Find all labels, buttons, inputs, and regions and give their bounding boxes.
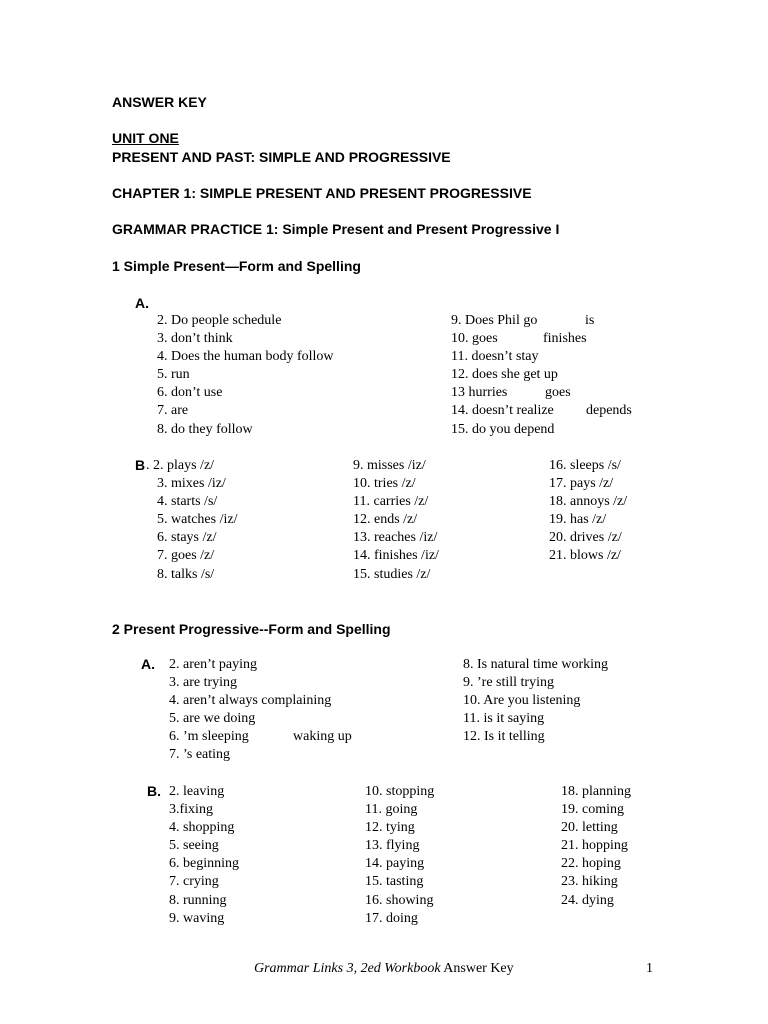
list-item: 11. is it saying [463,711,545,727]
practice-heading: GRAMMAR PRACTICE 1: Simple Present and Present Progressive I [112,221,560,237]
list-item: 10. Are you listening [463,693,581,709]
list-item: 18. annoys /z/ [549,494,628,510]
list-item: 5. watches /iz/ [157,512,238,528]
list-item: 12. Is it telling [463,729,545,745]
section2-partA-letter: A. [141,656,155,672]
list-item: 14. doesn’t realize depends [451,403,632,419]
list-item: 15. tasting [365,874,424,890]
list-item: 20. letting [561,820,618,836]
section2-partA-left-list [169,656,352,765]
list-item: 2. aren’t paying [169,657,257,672]
list-item: 19. has /z/ [549,512,607,528]
section2-partB-col1 [169,783,239,928]
list-item: 19. coming [561,802,624,818]
list-item: 6. don’t use [157,385,223,401]
list-item: 8. do they follow [157,421,253,437]
section2-partB-col2 [365,783,434,928]
section1-partA-letter: A. [135,295,149,311]
list-item: 7. ’s eating [169,747,231,763]
list-item: 8. Is natural time working [463,657,609,672]
list-item: 13. reaches /iz/ [353,530,438,546]
list-item: 21. blows /z/ [549,548,621,564]
list-item: 4. aren’t always complaining [169,693,332,709]
footer-title: Grammar Links 3, 2ed Workbook Answer Key [254,961,514,976]
list-item: 4. shopping [169,820,235,836]
list-item: 24. dying [561,892,614,908]
section1-partB-col1 [146,457,237,584]
list-item: 7. crying [169,874,219,890]
section2-partB-col3 [561,783,631,910]
list-item: 14. finishes /iz/ [353,548,439,564]
section2-title: 2 Present Progressive--Form and Spelling [112,621,391,637]
list-item: 16. sleeps /s/ [549,458,621,473]
list-item: 13 hurries goes [451,385,571,401]
list-item: 9. waving [169,910,225,926]
list-item: 2. Do people schedule [157,313,282,328]
list-item: 3. don’t think [157,331,233,347]
list-item: 16. showing [365,892,434,908]
unit-heading: UNIT ONE [112,130,179,146]
list-item: 10. stopping [365,784,435,799]
list-item: 2. leaving [169,784,225,799]
list-item: 13. flying [365,838,420,854]
section2-partA-right-list [463,656,608,746]
section1-partB-col2 [353,457,439,584]
list-item: 10. goes finishes [451,331,587,347]
list-item: 11. carries /z/ [353,494,429,510]
list-item: 6. ’m sleeping waking up [169,729,352,745]
list-item: 9. misses /iz/ [353,458,426,473]
list-item: 7. are [157,403,189,419]
list-item: 23. hiking [561,874,618,890]
list-item: 11. going [365,802,418,818]
chapter-heading: CHAPTER 1: SIMPLE PRESENT AND PRESENT PROGRESSIVE [112,185,532,201]
list-item: 17. pays /z/ [549,476,614,492]
list-item: 6. stays /z/ [157,530,217,546]
list-item: 6. beginning [169,856,239,872]
list-item: 18. planning [561,784,631,799]
list-item: 7. goes /z/ [157,548,215,564]
section1-partA-right-list [451,312,632,439]
list-item: 12. does she get up [451,367,558,383]
list-item: 15. studies /z/ [353,566,431,582]
section1-title: 1 Simple Present—Form and Spelling [112,258,361,274]
list-item: 22. hoping [561,856,621,872]
list-item: 20. drives /z/ [549,530,622,546]
list-item: 21. hopping [561,838,628,854]
page-number: 1 [646,961,653,976]
list-item: 9. ’re still trying [463,675,554,691]
section1-partB-col3 [549,457,627,566]
answer-key-heading: ANSWER KEY [112,94,207,110]
list-item: 14. paying [365,856,425,872]
unit-title: PRESENT AND PAST: SIMPLE AND PROGRESSIVE [112,149,451,165]
list-item: 8. talks /s/ [157,566,215,582]
section1-partB-letter: B [135,457,146,473]
list-item: 9. Does Phil go is [451,313,595,328]
list-item: 15. do you depend [451,421,555,437]
list-item: 4. Does the human body follow [157,349,334,365]
list-item: 3.fixing [169,802,213,818]
list-item: 4. starts /s/ [157,494,218,510]
list-item: 10. tries /z/ [353,476,416,492]
list-item: 3. mixes /iz/ [157,476,226,492]
section2-partB-letter: B. [147,783,161,799]
list-item: 11. doesn’t stay [451,349,539,365]
list-item: . 2. plays /z/ [146,458,215,473]
list-item: 8. running [169,892,227,908]
list-item: 5. are we doing [169,711,256,727]
list-item: 12. ends /z/ [353,512,418,528]
list-item: 5. seeing [169,838,219,854]
list-item: 5. run [157,367,190,383]
section1-partA-left-list [157,312,334,439]
list-item: 12. tying [365,820,415,836]
list-item: 17. doing [365,910,418,926]
list-item: 3. are trying [169,675,238,691]
